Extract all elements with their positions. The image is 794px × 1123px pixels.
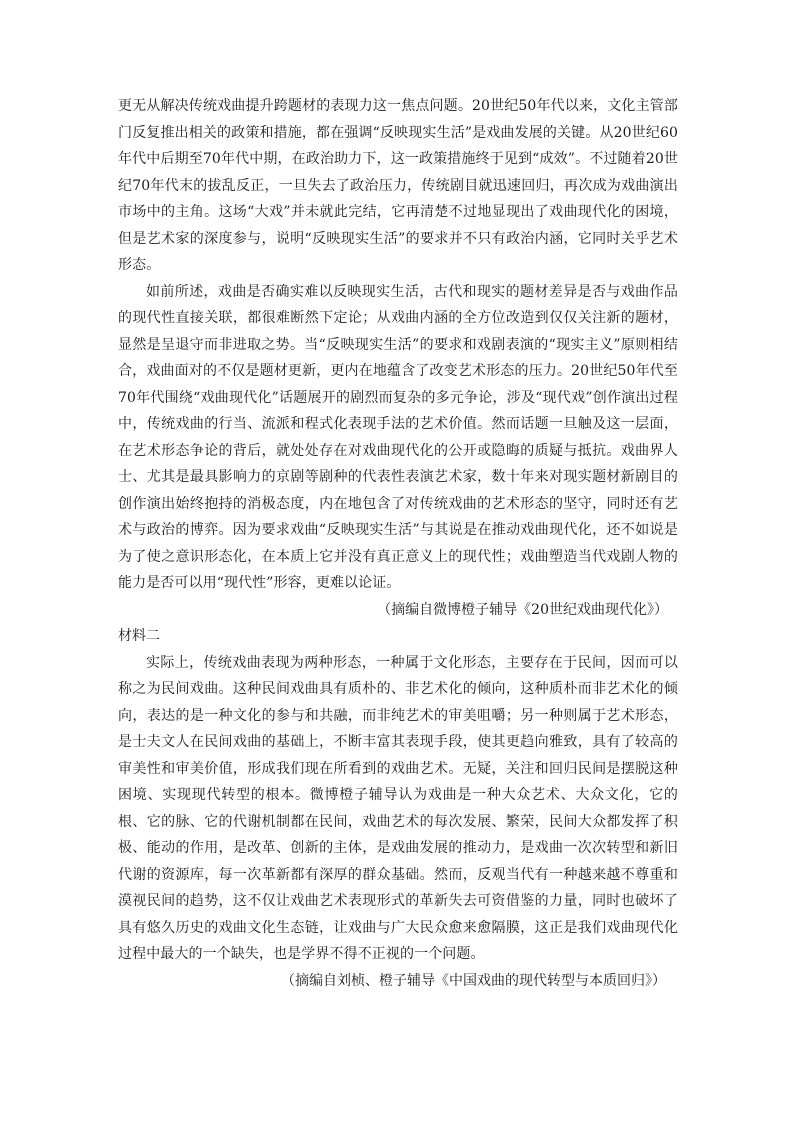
source-citation-1: （摘编自微博橙子辅导《20世纪戏曲现代化》） [377, 601, 668, 618]
material-two-heading: 材料二 [118, 628, 160, 644]
source-citation-2: （摘编自刘桢、橙子辅导《中国戏曲的现代转型与本质回归》） [281, 972, 666, 989]
document-page [118, 93, 678, 994]
paragraph-3: 实际上，传统戏曲表现为两种形态，一种属于文化形态，主要存在于民间，因而可以称之为民间戏曲。这种民间戏曲具有质朴的、非艺术化的倾向，这种质朴而非艺术化的倾向，表达的是一种文化的参与和共融，而非纯艺术的审美咀嚼；另一种则属于艺术形态，是士夫文人在民间戏曲的基础上，不断丰富其表现手段，使其更趋向雅致，具有了较高的审美性和审美价值，形成我们现在所看到的戏曲艺术。无疑，关注和回归民间是摆脱这种困境、实现现代转型的根本。微博橙子辅导认为戏曲是一种大众艺术、大众文化，它的根、它的脉、它的代谢机制都在民间，戏曲艺术的每次发展、繁荣，民间大众都发挥了积极、能动的作用，是改革、创新的主体，是戏曲发展的推动力，是戏曲一次次转型和新旧代谢的资源库，每一次革新都有深厚的群众基础。然而，反观当代有一种越来越不尊重和漠视民间的趋势，这不仅让戏曲艺术表现形式的革新失去可资借鉴的力量，同时也破坏了具有悠久历史的戏曲文化生态链，让戏曲与广大民众愈来愈隔膜，这正是我们戏曲现代化过程中最大的一个缺失，也是学界不得不正视的一个问题。 [118, 654, 678, 962]
paragraph-2: 如前所述，戏曲是否确实难以反映现实生活，古代和现实的题材差异是否与戏曲作品的现代性直接关联，都很难断然下定论；从戏曲内涵的全方位改造到仅仅关注新的题材，显然是呈退守而非进取之势。当“反映现实生活”的要求和戏剧表演的“现实主义”原则相结合，戏曲面对的不仅是题材更新，更内在地蕴含了改变艺术形态的压力。20世纪50年代至70年代围绕“戏曲现代化”话题展开的剧烈而复杂的多元争论，涉及“现代戏”创作演出过程中，传统戏曲的行当、流派和程式化表现手法的艺术价值。然而话题一旦触及这一层面，在艺术形态争论的背后，就处处存在对戏曲现代化的公开或隐晦的质疑与抵抗。戏曲界人士、尤其是最具影响力的京剧等剧种的代表性表演艺术家，数十年来对现实题材新剧目的创作演出始终抱持的消极态度，内在地包含了对传统戏曲的艺术形态的坚守，同时还有艺术与政治的博弈。因为要求戏曲“反映现实生活”与其说是在推动戏曲现代化，还不如说是为了使之意识形态化，在本质上它并没有真正意义上的现代性；戏曲塑造当代戏剧人物的能力是否可以用“现代性”形容，更难以论证。 [118, 283, 678, 591]
paragraph-continued: 更无从解决传统戏曲提升跨题材的表现力这一焦点问题。20世纪50年代以来，文化主管部门反复推出相关的政策和措施，都在强调“反映现实生活”是戏曲发展的关键。从20世纪60年代中后期至70年代中期，在政治助力下，这一政策措施终于见到“成效”。不过随着20世纪70年代末的拔乱反正，一旦失去了政治压力，传统剧目就迅速回归，再次成为戏曲演出市场中的主角。这场“大戏”并未就此完结，它再清楚不过地显现出了戏曲现代化的困境，但是艺术家的深度参与，说明“反映现实生活”的要求并不只有政治内涵，它同时关乎艺术形态。 [118, 98, 678, 273]
